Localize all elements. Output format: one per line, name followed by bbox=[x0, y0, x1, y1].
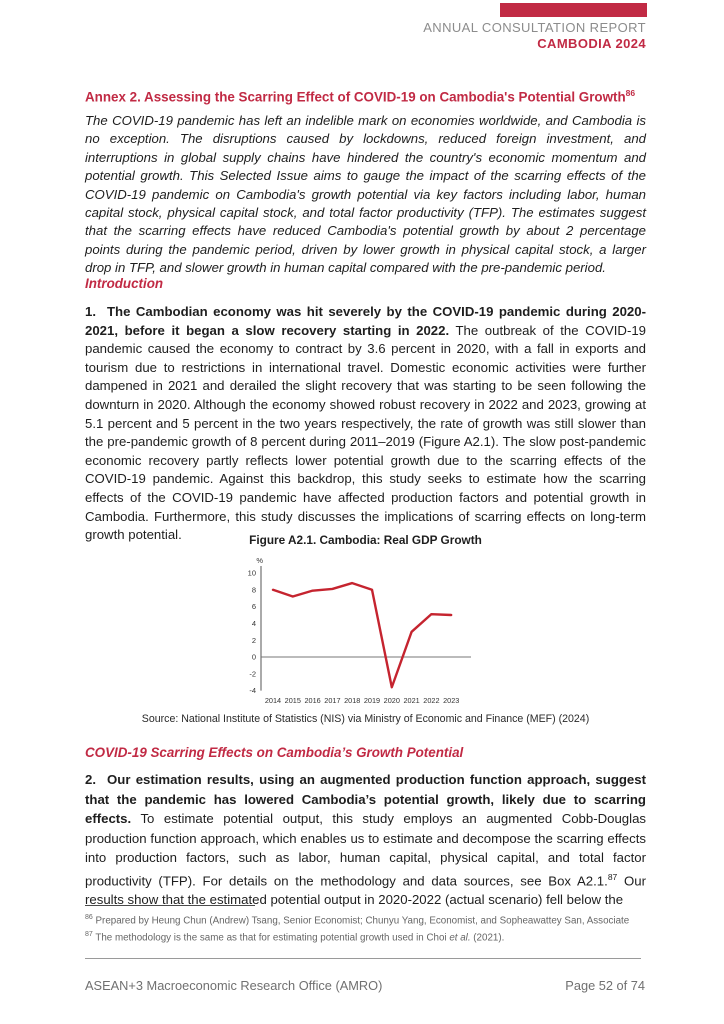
svg-text:2022: 2022 bbox=[423, 696, 440, 705]
footnote-87-ref: 87 bbox=[85, 930, 93, 938]
paragraph-2-footnote-ref: 87 bbox=[607, 871, 618, 882]
footnote-86-ref: 86 bbox=[85, 914, 93, 921]
paragraph-2-number: 2. bbox=[85, 772, 96, 787]
footer-page-number: Page 52 of 74 bbox=[565, 978, 645, 993]
paragraph-2-body-1: To estimate potential output, this study employs an augmented Cobb-Douglas production function approach, which enables us to estimate and decompose the scarring effects into production factors, such as labor, human capital, physical capital, and total factor productivity (TFP). For details on the methodology and data sources, see Box A2.1. bbox=[85, 811, 646, 888]
footer-divider bbox=[85, 958, 641, 959]
annex-abstract: The COVID-19 pandemic has left an indelible mark on economies worldwide, and Cambodia is no exception. The disruptions caused by lockdowns, reduced foreign investment, and interruptions in global supply chains have hindered the country's economic momentum and potential growth. This Selected Issue aims to gauge the impact of the scarring effects of the COVID-19 pandemic on Cambodia's growth potential via key factors including labor, human capital stock, physical capital stock, and total factor productivity (TFP). The estimates suggest that the scarring effects have reduced Cambodia's potential growth by about 2 percentage points during the pandemic period, driven by lower growth in physical capital stock, a larger drop in TFP, and slower growth in human capital compared with the pre-pandemic period. bbox=[85, 113, 646, 276]
gdp-line-chart bbox=[237, 553, 477, 707]
page-footer bbox=[85, 978, 645, 993]
footnote-divider bbox=[85, 905, 255, 906]
figure-title: Figure A2.1. Cambodia: Real GDP Growth bbox=[249, 533, 482, 547]
footnote-86 bbox=[85, 911, 646, 928]
svg-text:0: 0 bbox=[251, 652, 256, 662]
annex-title bbox=[85, 88, 646, 104]
svg-text:2015: 2015 bbox=[284, 696, 301, 705]
section-heading-introduction: Introduction bbox=[85, 276, 164, 291]
paragraph-1-number: 1. bbox=[85, 304, 96, 319]
annex-title-footnote-ref: 86 bbox=[625, 88, 636, 98]
footnote-87-text-post: (2021). bbox=[470, 932, 505, 944]
annex-title-text: Annex 2. Assessing the Scarring Effect of COVID-19 on Cambodia's Potential Growth bbox=[85, 89, 626, 105]
svg-text:2021: 2021 bbox=[403, 696, 420, 705]
paragraph-2-body-2: Our results show that the estimated potential output in 2020-2022 (actual scenario) fell below the bbox=[85, 872, 646, 908]
svg-text:2016: 2016 bbox=[304, 696, 321, 705]
page-content bbox=[85, 0, 646, 1024]
figure-source: Source: National Institute of Statistics (NIS) via Ministry of Economic and Finance (MEF) (2024) bbox=[141, 713, 590, 725]
figure-chart bbox=[237, 553, 477, 707]
svg-text:6: 6 bbox=[251, 602, 256, 612]
paragraph-1-body: The outbreak of the COVID-19 pandemic caused the economy to contract by 3.6 percent in 2020, with a fall in exports and tourism due to restrictions in international travel. Domestic economic activities were further dampened in 2021 and derailed the slight recovery that was starting to be seen following the downturn in 2020. Although the economy showed robust recovery in 2022 and 2023, growing at 5.1 percent and 5 percent in the two years respectively, the rate of growth was still slower than the pre-pandemic growth of 8 percent during 2011–2019 (Figure A2.1). The slow post-pandemic economic recovery partly reflects lower potential growth due to the scarring effects of the COVID-19 pandemic. Against this backdrop, this study seeks to estimate how the scarring effects of the COVID-19 pandemic have affected production factors and potential growth in Cambodia. Furthermore, this study discusses the implications of scarring effects on long-term growth potential. bbox=[85, 322, 647, 543]
footer-org: ASEAN+3 Macroeconomic Research Office (AMRO) bbox=[85, 978, 383, 993]
section-heading-scarring: COVID-19 Scarring Effects on Cambodia’s Growth Potential bbox=[85, 745, 464, 760]
paragraph-1 bbox=[85, 303, 646, 545]
svg-text:2023: 2023 bbox=[443, 696, 460, 705]
paragraph-2-lead: Our estimation results, using an augmented production function approach, suggest that the pandemic has lowered Cambodia’s potential growth, likely due to scarring effects. bbox=[85, 772, 646, 826]
report-title: ANNUAL CONSULTATION REPORT bbox=[423, 20, 646, 35]
svg-text:2019: 2019 bbox=[363, 696, 381, 705]
paragraph-2 bbox=[85, 770, 646, 910]
footnote-86-text: Prepared by Heung Chun (Andrew) Tsang, Senior Economist; Chunyu Yang, Economist, and Sopheawattey San, Associate bbox=[92, 915, 630, 927]
footnotes bbox=[85, 911, 646, 945]
svg-text:10: 10 bbox=[247, 568, 256, 578]
footnote-87 bbox=[85, 928, 646, 945]
report-edition: CAMBODIA 2024 bbox=[537, 36, 646, 51]
footnote-87-text-pre: The methodology is the same as that for estimating potential growth used in Choi bbox=[92, 932, 450, 944]
svg-text:2: 2 bbox=[251, 635, 256, 645]
svg-text:2014: 2014 bbox=[264, 696, 282, 705]
svg-text:%: % bbox=[256, 556, 263, 565]
footnote-87-text-italic: et al. bbox=[449, 932, 471, 944]
svg-text:8: 8 bbox=[251, 585, 256, 595]
svg-text:2017: 2017 bbox=[324, 696, 341, 705]
svg-text:2020: 2020 bbox=[383, 696, 400, 705]
svg-text:-2: -2 bbox=[249, 669, 256, 679]
paragraph-1-lead: The Cambodian economy was hit severely by the COVID-19 pandemic during 2020-2021, before it began a slow recovery starting in 2022. bbox=[85, 304, 646, 338]
svg-text:-4: -4 bbox=[249, 686, 256, 696]
svg-text:4: 4 bbox=[251, 619, 256, 628]
svg-text:2018: 2018 bbox=[344, 696, 361, 705]
